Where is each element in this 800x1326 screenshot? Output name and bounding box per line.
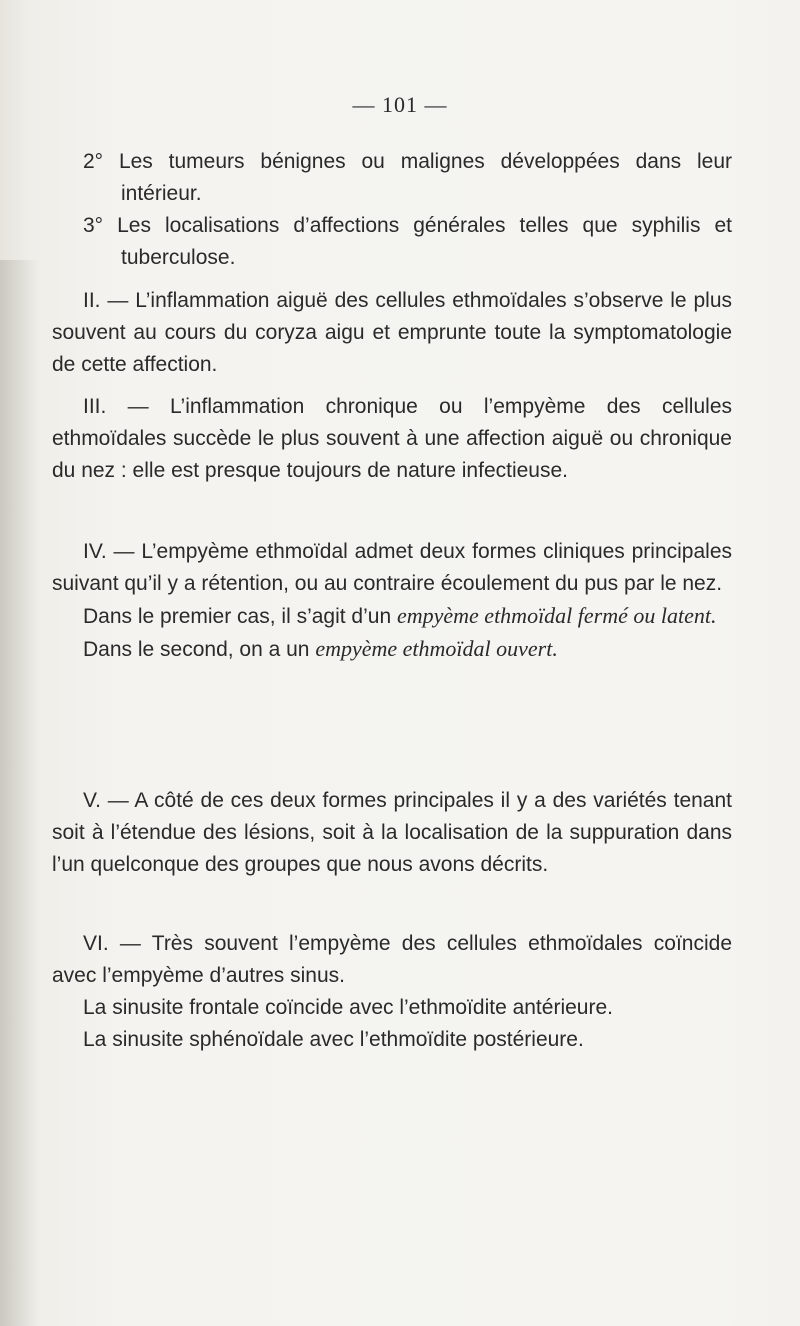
section-vi-sphenoidal: La sinusite sphénoïdale avec l’ethmoïdite postérieure. (83, 1028, 584, 1051)
case1-prefix: Dans le premier cas, il s’agit d’un (83, 605, 397, 628)
section-ii-text: II. — L’inflammation aiguë des cellules ethmoïdales s’observe le plus souvent au cours du coryza aigu et emprunte toute la symptomatologie de cette affection. (52, 289, 732, 376)
item-2-text: 2° Les tumeurs bénignes ou malignes développées dans leur intérieur. (83, 150, 732, 205)
section-iii-text: III. — L’inflammation chronique ou l’empyème des cellules ethmoïdales succède le plus souvent à une affection aiguë ou chronique du nez : elle est presque toujours de nature infectieuse. (52, 395, 732, 482)
section-vi-frontal: La sinusite frontale coïncide avec l’ethmoïdite antérieure. (83, 996, 613, 1019)
section-iii (52, 391, 732, 487)
list-item-3 (52, 210, 732, 274)
section-iv-case1 (52, 600, 732, 633)
list-item-2 (52, 146, 732, 210)
section-v-text: V. — A côté de ces deux formes principales il y a des variétés tenant soit à l’étendue des lésions, soit à la localisation de la suppuration dans l’un quelconque des groupes que nous avons décrits. (52, 789, 732, 876)
item-3-text: 3° Les localisations d’affections générales telles que syphilis et tuberculose. (83, 214, 732, 269)
section-v (52, 785, 732, 881)
case2-prefix: Dans le second, on a un (83, 638, 316, 661)
section-iv-text: IV. — L’empyème ethmoïdal admet deux formes cliniques principales suivant qu’il y a rétention, ou au contraire écoulement du pus par le nez. (52, 540, 732, 595)
page-edge-shadow (0, 260, 40, 1326)
section-iv-case2 (52, 633, 732, 666)
case2-italic: empyème ethmoïdal ouvert. (315, 636, 558, 661)
section-vi-text: VI. — Très souvent l’empyème des cellules ethmoïdales coïncide avec l’empyème d’autres sinus. (52, 932, 732, 987)
section-iv (52, 536, 732, 666)
page-number: — 101 — (352, 92, 448, 117)
case1-italic: empyème ethmoïdal fermé ou latent. (396, 603, 717, 628)
section-vi (52, 928, 732, 1056)
section-ii (52, 285, 732, 381)
